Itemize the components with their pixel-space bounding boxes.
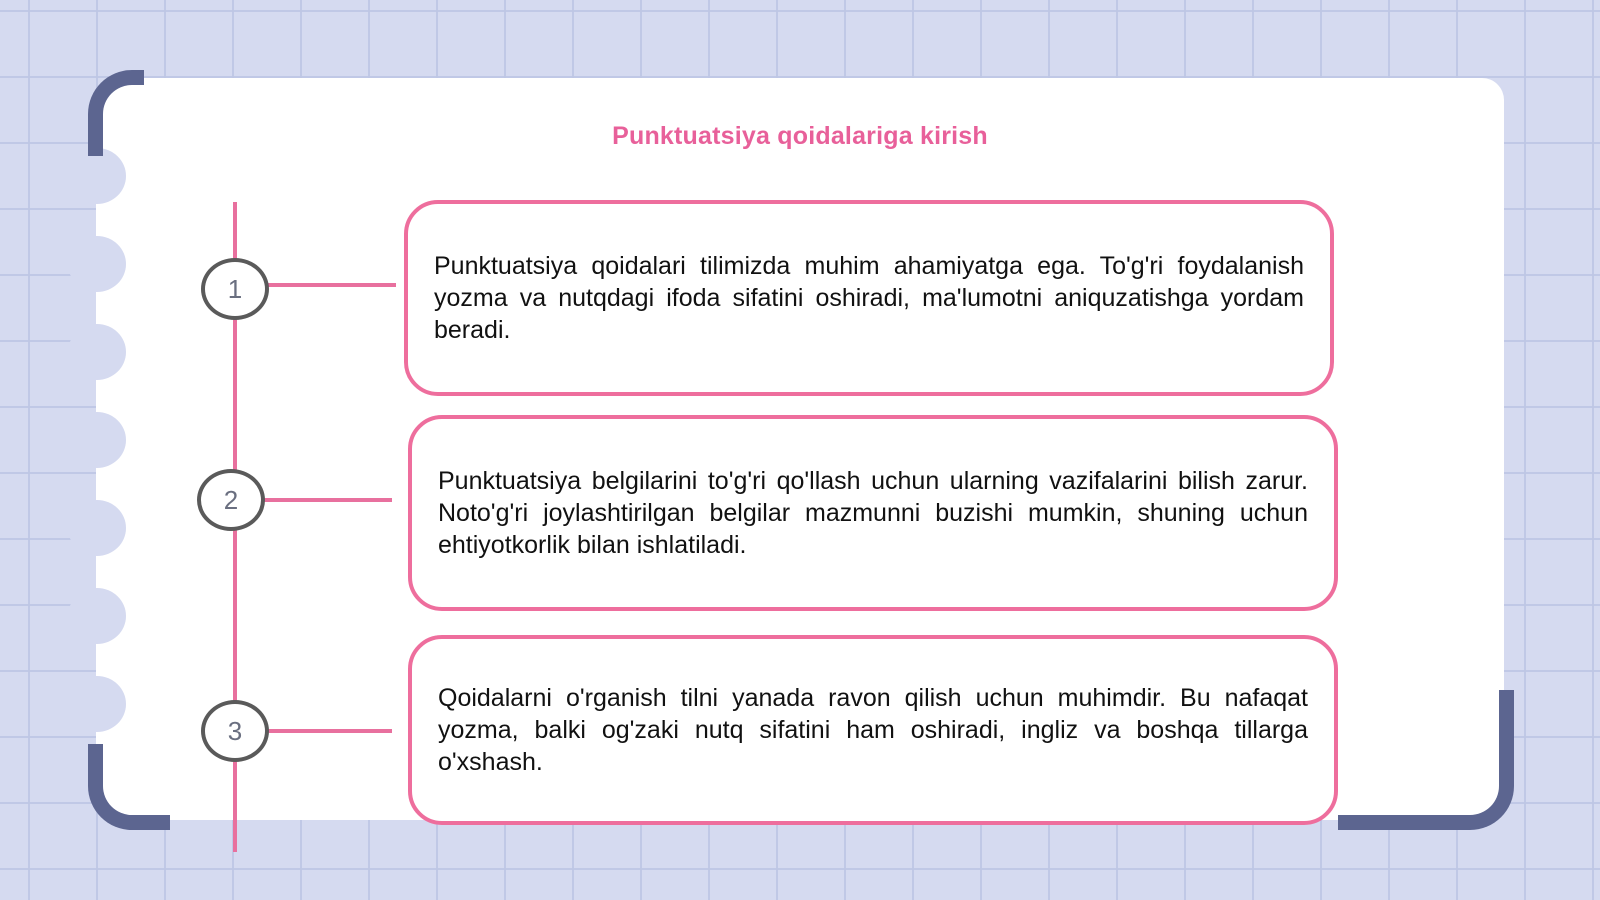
content-box-1 [404, 200, 1334, 396]
corner-bracket-bottom-right [1338, 690, 1514, 830]
scallop-decoration [68, 588, 126, 644]
timeline-connector [266, 729, 392, 733]
scallop-decoration [68, 500, 126, 556]
timeline-connector [262, 498, 392, 502]
step-number-1: 1 [201, 258, 269, 320]
step-number-3: 3 [201, 700, 269, 762]
timeline-connector [266, 283, 396, 287]
corner-bracket-bottom-left [88, 744, 170, 830]
scallop-decoration [68, 412, 126, 468]
scallop-decoration [68, 236, 126, 292]
slide-title: Punktuatsiya qoidalariga kirish [612, 122, 988, 150]
scallop-decoration [68, 148, 126, 204]
content-box-2 [408, 415, 1338, 611]
content-text-2: Punktuatsiya belgilarini to'g'ri qo'llash uchun ularning vazifalarini bilish zarur. Noto'g'ri joylashtirilgan belgilar mazmunni buzishi mumkin, shuning uchun ehtiyotkorlik bilan ishlatiladi. [438, 467, 1308, 559]
scallop-decoration [68, 324, 126, 380]
scallop-decoration [68, 676, 126, 732]
content-box-3 [408, 635, 1338, 825]
step-number-2: 2 [197, 469, 265, 531]
content-text-3: Qoidalarni o'rganish tilni yanada ravon qilish uchun muhimdir. Bu nafaqat yozma, balki og'zaki nutq sifatini ham oshiradi, ingliz va boshqa tillarga o'xshash. [438, 684, 1308, 776]
content-text-1: Punktuatsiya qoidalari tilimizda muhim ahamiyatga ega. To'g'ri foydalanish yozma va nutqdagi ifoda sifatini oshiradi, ma'lumotni aniquzatishga yordam beradi. [434, 252, 1304, 344]
